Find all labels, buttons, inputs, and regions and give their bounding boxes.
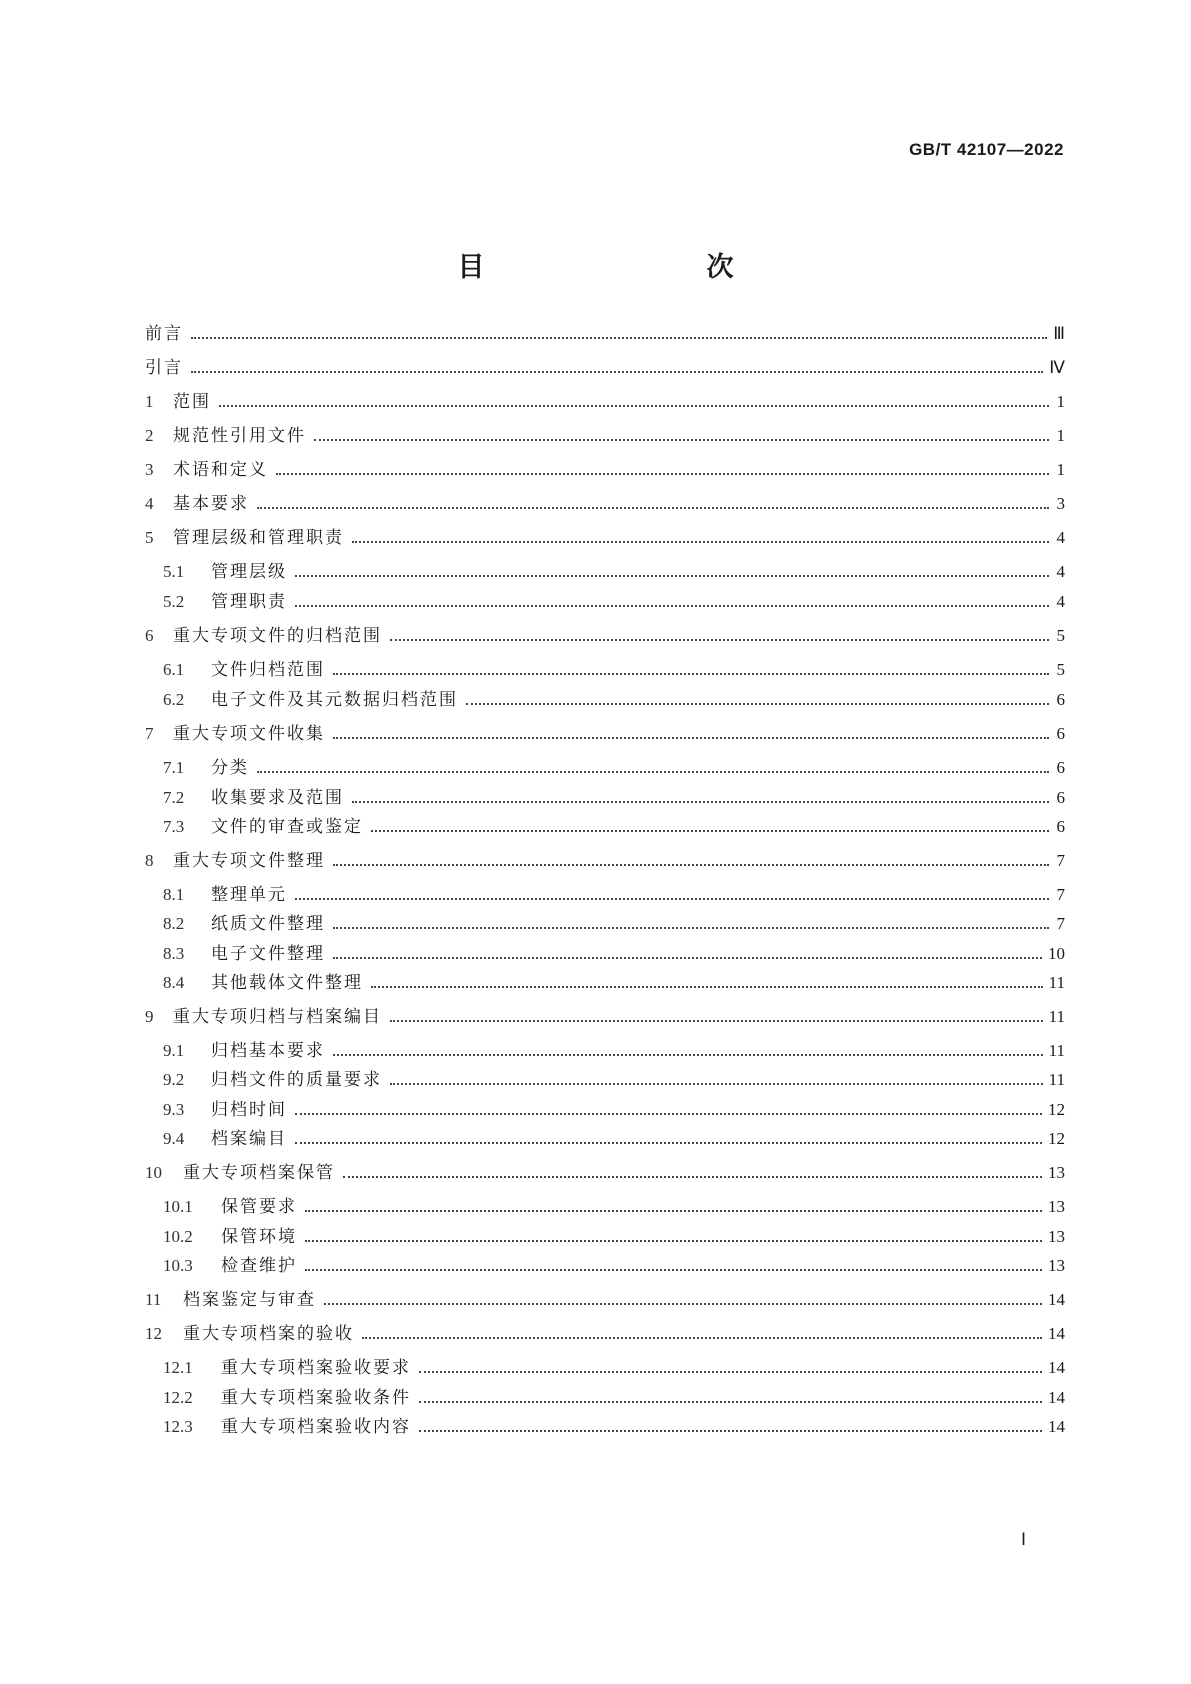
toc-entry[interactable] — [145, 1096, 1065, 1120]
toc-leader-dots — [419, 1401, 1042, 1403]
toc-entry-label: 引言 — [145, 358, 183, 378]
toc-entry-label: 规范性引用文件 — [173, 426, 306, 446]
toc-entry[interactable] — [145, 558, 1065, 582]
toc-entry-number: 9.3 — [163, 1100, 185, 1119]
toc-entry-label: 前言 — [145, 324, 183, 344]
toc-entry-page: 13 — [1048, 1197, 1065, 1216]
toc-entry-label: 收集要求及范围 — [211, 788, 344, 808]
toc-entry-number: 9.2 — [163, 1070, 185, 1089]
toc-entry[interactable] — [145, 622, 1065, 646]
toc-entry-label: 电子文件整理 — [211, 944, 325, 964]
toc-entry[interactable] — [145, 1159, 1065, 1183]
page-number: Ⅰ — [1021, 1530, 1027, 1549]
toc-entry-number: 8.4 — [163, 973, 185, 992]
toc-entry-number: 7.2 — [163, 788, 185, 807]
toc-entry-page: 12 — [1048, 1129, 1065, 1148]
toc-entry[interactable] — [145, 524, 1065, 548]
toc-entry-label: 归档时间 — [211, 1100, 287, 1120]
toc-entry-number: 6 — [145, 626, 154, 645]
toc-leader-dots — [305, 1269, 1042, 1271]
toc-entry[interactable] — [145, 813, 1065, 837]
toc-entry[interactable] — [145, 320, 1065, 344]
toc-entry-number: 10.3 — [163, 1256, 193, 1275]
toc-entry[interactable] — [145, 1037, 1065, 1061]
toc-entry[interactable] — [145, 656, 1065, 680]
toc-entry-number: 10.1 — [163, 1197, 193, 1216]
toc-leader-dots — [343, 1176, 1042, 1178]
toc-entry-label: 整理单元 — [211, 885, 287, 905]
toc-entry[interactable] — [145, 388, 1065, 412]
toc-entry-page: 1 — [1056, 426, 1065, 445]
toc-entry-number: 3 — [145, 460, 154, 479]
toc-entry-label: 重大专项归档与档案编目 — [173, 1007, 382, 1027]
toc-leader-dots — [390, 1020, 1043, 1022]
toc-leader-dots — [371, 830, 1049, 832]
toc-leader-dots — [333, 737, 1049, 739]
toc-entry-number: 2 — [145, 426, 154, 445]
toc-leader-dots — [352, 541, 1049, 543]
toc-entry-number: 8.1 — [163, 885, 185, 904]
toc-entry-label: 归档文件的质量要求 — [211, 1070, 382, 1090]
toc-entry[interactable] — [145, 490, 1065, 514]
toc-entry-page: Ⅳ — [1049, 358, 1065, 377]
toc-leader-dots — [276, 473, 1049, 475]
toc-entry-page: 10 — [1048, 944, 1065, 963]
toc-entry[interactable] — [145, 1223, 1065, 1247]
toc-entry-label: 保管环境 — [221, 1227, 297, 1247]
toc-entry-page: 6 — [1056, 724, 1065, 743]
toc-leader-dots — [314, 439, 1049, 441]
toc-entry-label: 保管要求 — [221, 1197, 297, 1217]
toc-entry-page: 6 — [1056, 817, 1065, 836]
toc-entry-number: 1 — [145, 392, 154, 411]
toc-leader-dots — [191, 337, 1047, 339]
toc-entry-label: 基本要求 — [173, 494, 249, 514]
toc-entry[interactable] — [145, 784, 1065, 808]
toc-entry-label: 档案鉴定与审查 — [183, 1290, 316, 1310]
toc-leader-dots — [295, 575, 1049, 577]
toc-entry[interactable] — [145, 720, 1065, 744]
toc-entry-page: 4 — [1056, 592, 1065, 611]
toc-entry-number: 11 — [145, 1290, 162, 1309]
toc-entry-number: 5.1 — [163, 562, 185, 581]
toc-entry-page: 1 — [1056, 392, 1065, 411]
toc-entry-page: 7 — [1056, 914, 1065, 933]
toc-leader-dots — [419, 1371, 1042, 1373]
toc-entry-page: Ⅲ — [1053, 324, 1065, 343]
toc-leader-dots — [257, 771, 1049, 773]
toc-leader-dots — [295, 898, 1049, 900]
toc-leader-dots — [390, 1083, 1043, 1085]
toc-entry-number: 12.2 — [163, 1388, 193, 1407]
toc-entry[interactable] — [145, 456, 1065, 480]
toc-entry-page: 6 — [1056, 690, 1065, 709]
toc-entry-label: 其他载体文件整理 — [211, 973, 363, 993]
toc-entry-page: 13 — [1048, 1163, 1065, 1182]
toc-leader-dots — [305, 1210, 1042, 1212]
toc-leader-dots — [333, 864, 1049, 866]
toc-leader-dots — [324, 1303, 1042, 1305]
toc-leader-dots — [295, 605, 1049, 607]
toc-entry-page: 11 — [1048, 1070, 1065, 1089]
toc-leader-dots — [219, 405, 1049, 407]
toc-entry-number: 8 — [145, 851, 154, 870]
toc-entry-label: 管理职责 — [211, 592, 287, 612]
toc-entry-page: 14 — [1048, 1388, 1065, 1407]
toc-entry-label: 重大专项文件收集 — [173, 724, 325, 744]
toc-entry-page: 14 — [1048, 1358, 1065, 1377]
toc-entry[interactable] — [145, 940, 1065, 964]
toc-entry-number: 6.2 — [163, 690, 185, 709]
toc-leader-dots — [191, 371, 1043, 373]
toc-entry-page: 11 — [1048, 1041, 1065, 1060]
toc-leader-dots — [333, 957, 1042, 959]
toc-entry-page: 11 — [1048, 1007, 1065, 1026]
toc-entry-page: 6 — [1056, 758, 1065, 777]
toc-leader-dots — [419, 1430, 1042, 1432]
toc-entry-label: 管理层级 — [211, 562, 287, 582]
toc-leader-dots — [466, 703, 1049, 705]
toc-entry-label: 重大专项档案验收条件 — [221, 1388, 411, 1408]
toc-entry-number: 9.4 — [163, 1129, 185, 1148]
toc-entry-number: 7 — [145, 724, 154, 743]
toc-entry[interactable] — [145, 1413, 1065, 1437]
toc-entry-number: 12 — [145, 1324, 162, 1343]
toc-entry-page: 11 — [1048, 973, 1065, 992]
toc-entry-label: 文件的审查或鉴定 — [211, 817, 363, 837]
toc-entry-page: 7 — [1056, 851, 1065, 870]
toc-entry[interactable] — [145, 1125, 1065, 1149]
toc-entry-label: 管理层级和管理职责 — [173, 528, 344, 548]
toc-entry-number: 5 — [145, 528, 154, 547]
toc-entry-label: 归档基本要求 — [211, 1041, 325, 1061]
toc-entry-label: 重大专项档案的验收 — [183, 1324, 354, 1344]
toc-entry-label: 重大专项文件整理 — [173, 851, 325, 871]
toc-entry-label: 重大专项档案保管 — [183, 1163, 335, 1183]
toc-entry-page: 13 — [1048, 1256, 1065, 1275]
toc-entry-page: 5 — [1056, 660, 1065, 679]
toc-entry-page: 4 — [1056, 528, 1065, 547]
toc-entry-label: 文件归档范围 — [211, 660, 325, 680]
toc-entry[interactable] — [145, 1066, 1065, 1090]
toc-leader-dots — [305, 1240, 1042, 1242]
toc-entry-label: 电子文件及其元数据归档范围 — [211, 690, 458, 710]
toc-entry-label: 检查维护 — [221, 1256, 297, 1276]
toc-leader-dots — [295, 1142, 1042, 1144]
toc-leader-dots — [333, 927, 1049, 929]
toc-entry-label: 重大专项档案验收内容 — [221, 1417, 411, 1437]
toc-entry-page: 12 — [1048, 1100, 1065, 1119]
toc-entry-number: 4 — [145, 494, 154, 513]
toc-entry-page: 14 — [1048, 1290, 1065, 1309]
toc-entry[interactable] — [145, 754, 1065, 778]
toc-entry-label: 范围 — [173, 392, 211, 412]
toc-entry[interactable] — [145, 969, 1065, 993]
toc-leader-dots — [257, 507, 1049, 509]
toc-entry[interactable] — [145, 1252, 1065, 1276]
toc-entry-label: 纸质文件整理 — [211, 914, 325, 934]
toc-entry-page: 7 — [1056, 885, 1065, 904]
toc-entry[interactable] — [145, 354, 1065, 378]
toc-entry[interactable] — [145, 1354, 1065, 1378]
toc-entry-page: 4 — [1056, 562, 1065, 581]
toc-entry-number: 12.3 — [163, 1417, 193, 1436]
toc-entry-page: 5 — [1056, 626, 1065, 645]
toc-entry-page: 14 — [1048, 1417, 1065, 1436]
toc-entry-page: 14 — [1048, 1324, 1065, 1343]
toc-entry[interactable] — [145, 686, 1065, 710]
toc-entry-number: 12.1 — [163, 1358, 193, 1377]
toc-entry-number: 9.1 — [163, 1041, 185, 1060]
toc-leader-dots — [333, 1054, 1043, 1056]
standard-code: GB/T 42107—2022 — [909, 140, 1064, 159]
toc-leader-dots — [295, 1113, 1042, 1115]
toc-entry[interactable] — [145, 847, 1065, 871]
toc-entry-page: 1 — [1056, 460, 1065, 479]
toc-entry[interactable] — [145, 1320, 1065, 1344]
toc-leader-dots — [352, 801, 1049, 803]
toc-entry[interactable] — [145, 588, 1065, 612]
toc-entry-number: 10.2 — [163, 1227, 193, 1246]
page-title: 目 次 — [457, 252, 790, 283]
toc-entry[interactable] — [145, 1003, 1065, 1027]
toc-entry-number: 8.3 — [163, 944, 185, 963]
toc-entry-number: 5.2 — [163, 592, 185, 611]
toc-entry-page: 3 — [1056, 494, 1065, 513]
toc-entry-number: 9 — [145, 1007, 154, 1026]
toc-entry[interactable] — [145, 1193, 1065, 1217]
toc-entry-number: 7.3 — [163, 817, 185, 836]
toc-entry[interactable] — [145, 422, 1065, 446]
toc-entry-label: 重大专项档案验收要求 — [221, 1358, 411, 1378]
toc-entry-label: 术语和定义 — [173, 460, 268, 480]
toc-entry[interactable] — [145, 910, 1065, 934]
toc-leader-dots — [390, 639, 1049, 641]
toc-entry-number: 8.2 — [163, 914, 185, 933]
toc-entry-number: 7.1 — [163, 758, 185, 777]
toc-leader-dots — [371, 986, 1043, 988]
toc-entry-label: 档案编目 — [211, 1129, 287, 1149]
toc-leader-dots — [333, 673, 1049, 675]
toc-entry-label: 分类 — [211, 758, 249, 778]
toc-leader-dots — [362, 1337, 1042, 1339]
toc-entry-page: 13 — [1048, 1227, 1065, 1246]
toc-entry-label: 重大专项文件的归档范围 — [173, 626, 382, 646]
toc-entry[interactable] — [145, 881, 1065, 905]
toc-entry-number: 6.1 — [163, 660, 185, 679]
toc-entry-page: 6 — [1056, 788, 1065, 807]
toc-entry-number: 10 — [145, 1163, 162, 1182]
toc-entry[interactable] — [145, 1384, 1065, 1408]
toc-entry[interactable] — [145, 1286, 1065, 1310]
